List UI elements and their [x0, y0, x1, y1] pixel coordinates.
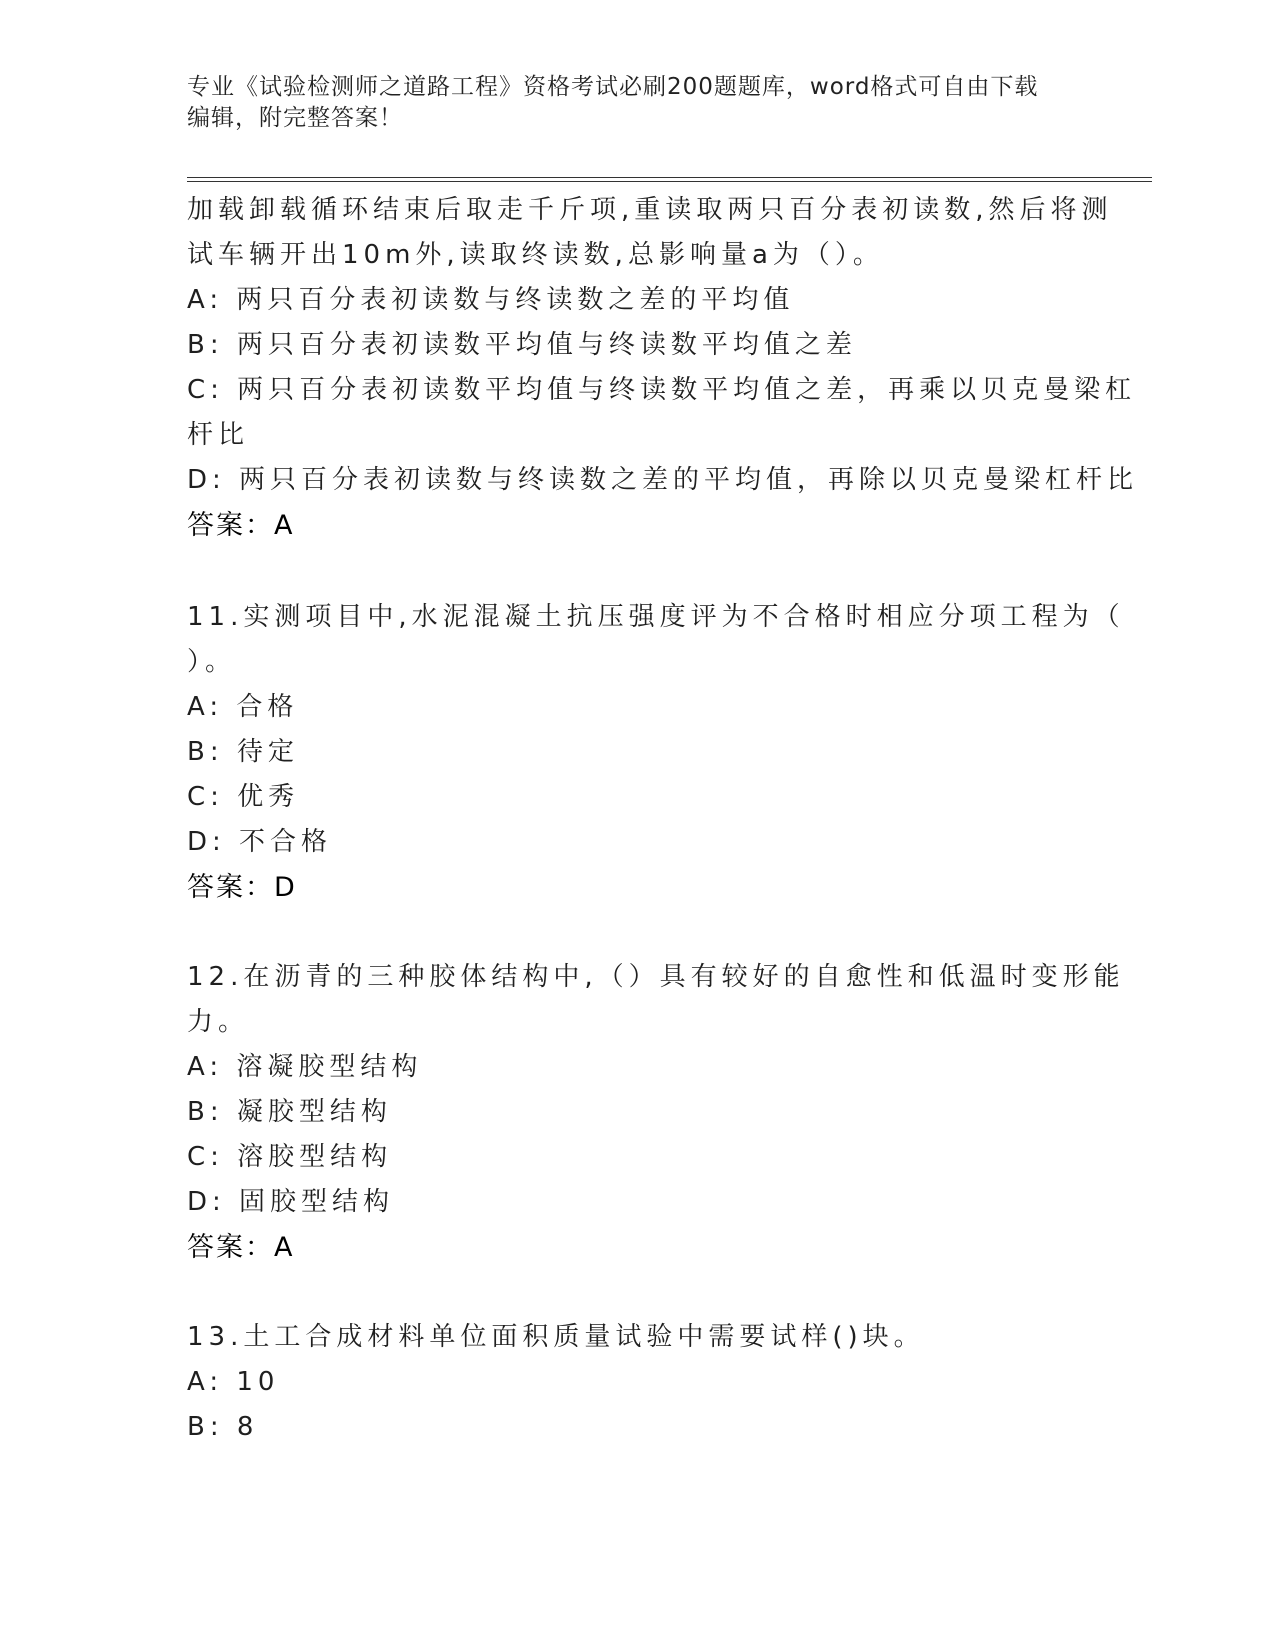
option-a: A: 两只百分表初读数与终读数之差的平均值 [187, 285, 795, 315]
question-stem-line: 11.实测项目中,水泥混凝土抗压强度评为不合格时相应分项工程为（ [187, 602, 1125, 632]
option-a: A: 10 [187, 1367, 280, 1397]
answer: 答案：A [187, 510, 295, 541]
question-stem-line: 12.在沥青的三种胶体结构中,（）具有较好的自愈性和低温时变形能 [187, 962, 1125, 992]
question-stem-line: 试车辆开出10m外,读取终读数,总影响量a为（）。 [187, 240, 884, 270]
option-c: C: 两只百分表初读数平均值与终读数平均值之差，再乘以贝克曼梁杠 [187, 375, 1137, 405]
question-13 [187, 1315, 1087, 1450]
option-c: C: 溶胶型结构 [187, 1142, 393, 1172]
document-header [187, 72, 1067, 134]
question-stem-line: ）。 [187, 647, 237, 677]
option-b: B: 两只百分表初读数平均值与终读数平均值之差 [187, 330, 857, 360]
option-a: A: 溶凝胶型结构 [187, 1052, 423, 1082]
question-stem-line: 力。 [187, 1007, 250, 1037]
option-d: D: 固胶型结构 [187, 1187, 395, 1217]
option-c: C: 优秀 [187, 782, 300, 812]
option-d: D: 不合格 [187, 827, 333, 857]
option-b: B: 凝胶型结构 [187, 1097, 392, 1127]
option-b: B: 8 [187, 1412, 259, 1442]
question-10 [187, 188, 1139, 548]
option-d: D: 两只百分表初读数与终读数之差的平均值，再除以贝克曼梁杠杆比 [187, 465, 1139, 495]
header-divider [187, 177, 1152, 182]
question-stem-line: 13.土工合成材料单位面积质量试验中需要试样()块。 [187, 1322, 925, 1352]
question-stem-line: 加载卸载循环结束后取走千斤项,重读取两只百分表初读数,然后将测 [187, 195, 1113, 225]
header-title-line-2: 编辑，附完整答案！ [187, 105, 403, 131]
answer: 答案：A [187, 1232, 295, 1263]
header-title-line-1: 专业《试验检测师之道路工程》资格考试必刷200题题库，word格式可自由下载 [187, 74, 1039, 100]
option-c-continued: 杆比 [187, 420, 250, 450]
answer: 答案：D [187, 872, 297, 903]
option-b: B: 待定 [187, 737, 299, 767]
option-a: A: 合格 [187, 692, 299, 722]
question-12 [187, 955, 1125, 1270]
question-11 [187, 595, 1125, 910]
